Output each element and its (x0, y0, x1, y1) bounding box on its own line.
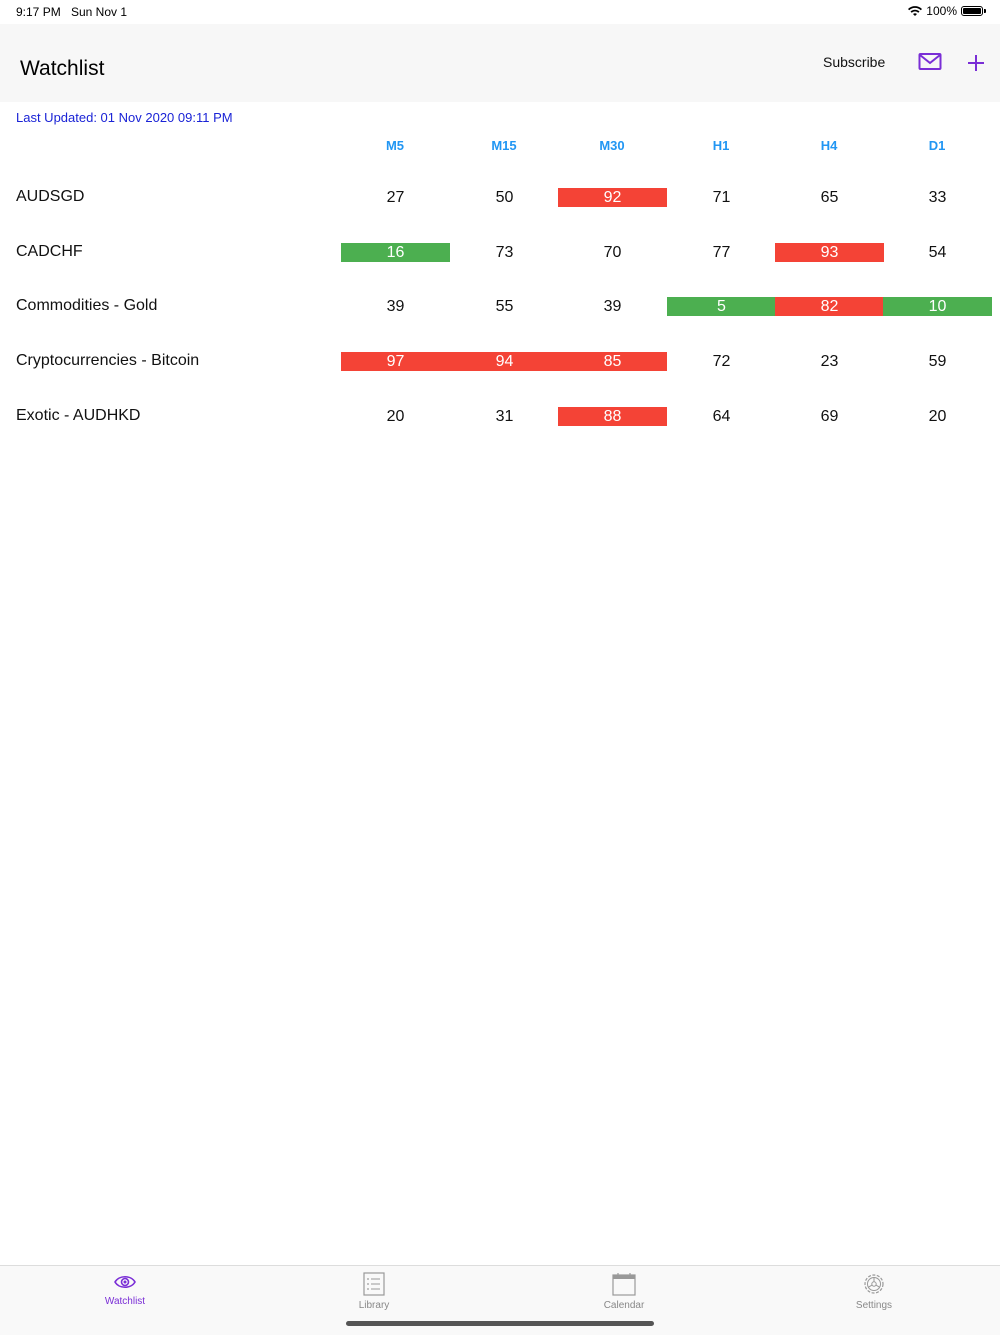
status-time: 9:17 PM (16, 5, 61, 19)
column-header-m5: M5 (385, 138, 405, 153)
tab-settings[interactable] (814, 1272, 934, 1311)
table-cell: 54 (928, 244, 947, 261)
tab-label: Calendar (603, 1300, 645, 1311)
row-label-cryptocurrencies-bitcoin[interactable]: Cryptocurrencies - Bitcoin (16, 352, 200, 369)
table-cell: 20 (386, 408, 405, 425)
column-header-d1: D1 (928, 138, 946, 153)
tab-calendar[interactable] (564, 1272, 684, 1311)
table-cell: 33 (928, 189, 947, 206)
table-cell: 10 (883, 297, 992, 316)
table-cell: 39 (386, 298, 405, 315)
subscribe-button[interactable]: Subscribe (823, 54, 886, 70)
page-title: Watchlist (20, 57, 105, 80)
column-header-m30: M30 (599, 138, 625, 153)
row-label-cadchf[interactable]: CADCHF (16, 243, 83, 260)
gear-icon (862, 1272, 886, 1296)
column-header-m15: M15 (491, 138, 517, 153)
status-right (908, 4, 986, 18)
table-cell: 72 (712, 353, 731, 370)
table-cell: 92 (558, 188, 667, 207)
tab-watchlist[interactable] (65, 1272, 185, 1307)
column-header-h1: H1 (712, 138, 730, 153)
plus-icon[interactable] (965, 52, 987, 74)
table-cell: 82 (775, 297, 884, 316)
table-cell: 88 (558, 407, 667, 426)
table-cell: 85 (558, 352, 667, 371)
row-label-commodities-gold[interactable]: Commodities - Gold (16, 297, 158, 314)
table-cell: 97 (341, 352, 450, 371)
battery-percent: 100% (926, 4, 957, 18)
table-cell: 94 (450, 352, 559, 371)
battery-cap (984, 9, 986, 13)
battery-icon (961, 6, 983, 16)
table-cell: 20 (928, 408, 947, 425)
table-cell: 93 (775, 243, 884, 262)
table-cell: 71 (712, 189, 731, 206)
last-updated-text: Last Updated: 01 Nov 2020 09:11 PM (16, 110, 233, 125)
row-label-exotic-audhkd[interactable]: Exotic - AUDHKD (16, 407, 141, 424)
wifi-icon (908, 6, 922, 17)
mail-icon[interactable] (918, 52, 942, 72)
table-cell: 69 (820, 408, 839, 425)
tab-label: Settings (855, 1300, 893, 1311)
table-cell: 50 (495, 189, 514, 206)
table-cell: 27 (386, 189, 405, 206)
table-cell: 73 (495, 244, 514, 261)
table-cell: 70 (603, 244, 622, 261)
navigation-bar (0, 24, 1000, 102)
table-cell: 5 (667, 297, 776, 316)
table-cell: 39 (603, 298, 622, 315)
row-label-audsgd[interactable]: AUDSGD (16, 188, 85, 205)
eye-icon (113, 1272, 137, 1292)
table-cell: 77 (712, 244, 731, 261)
tab-label: Watchlist (104, 1296, 146, 1307)
list-icon (362, 1272, 386, 1296)
table-cell: 16 (341, 243, 450, 262)
table-cell: 31 (495, 408, 514, 425)
table-cell: 23 (820, 353, 839, 370)
calendar-icon (612, 1272, 636, 1296)
table-cell: 59 (928, 353, 947, 370)
column-header-h4: H4 (820, 138, 838, 153)
status-date: Sun Nov 1 (71, 5, 128, 19)
status-bar (0, 0, 1000, 24)
home-indicator[interactable] (346, 1321, 654, 1326)
tab-library[interactable] (314, 1272, 434, 1311)
table-cell: 64 (712, 408, 731, 425)
table-cell: 55 (495, 298, 514, 315)
tab-label: Library (358, 1300, 390, 1311)
table-cell: 65 (820, 189, 839, 206)
